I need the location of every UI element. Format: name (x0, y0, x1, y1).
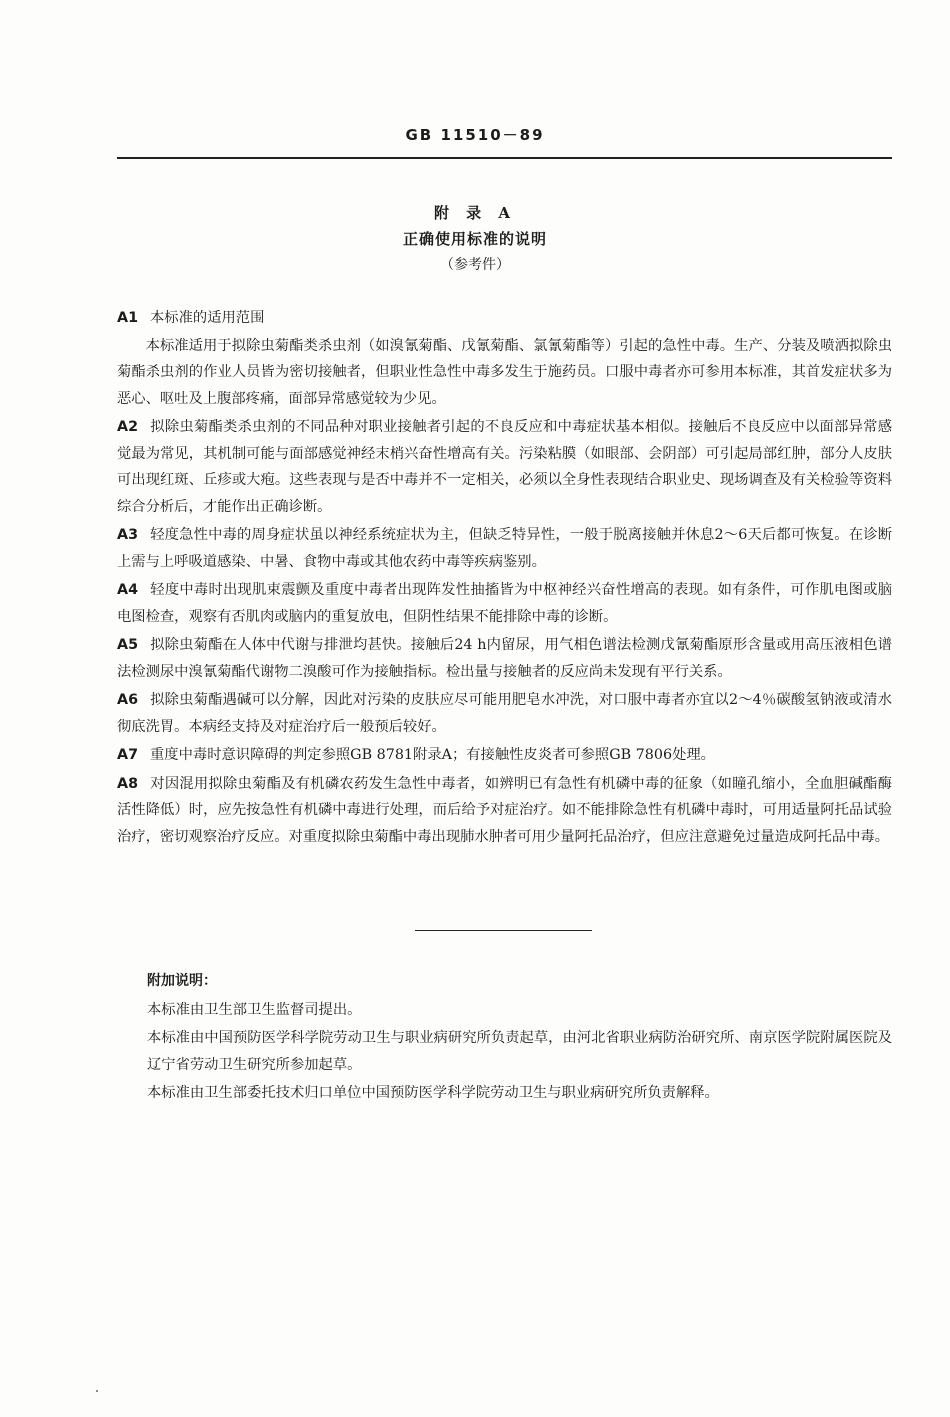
additional-notes-title: 附加说明： (147, 973, 217, 989)
end-divider (415, 930, 592, 931)
additional-note-item: 本标准由卫生部卫生监督司提出。 (147, 1001, 362, 1018)
appendix-content (117, 305, 892, 852)
section-a8 (117, 771, 892, 851)
section-text: 拟除虫菊酯类杀虫剂的不同品种对职业接触者引起的不良反应和中毒症状基本相似。接触后不良反应中以面部异常感觉最为常见，其机制可能与面部感觉神经末梢兴奋性增高有关。污染粘膜（如眼部、会阴部）可引起局部红肿，部分人皮肤可出现红斑、丘疹或大疱。这些表现与是否中毒并不一定相关，必须以全身性表现结合职业史、现场调查及有关检验等资料综合分析后，才能作出正确诊断。 (117, 419, 892, 515)
section-text: 对因混用拟除虫菊酯及有机磷农药发生急性中毒者，如辨明已有急性有机磷中毒的征象（如瞳孔缩小，全血胆碱酯酶活性降低）时，应先按急性有机磷中毒进行处理，而后给予对症治疗。如不能排除急性有机磷中毒时，可用适量阿托品试验治疗，密切观察治疗反应。对重度拟除虫菊酯中毒出现肺水肿者可用少量阿托品治疗，但应注意避免过量造成阿托品中毒。 (117, 775, 892, 845)
scan-artifact (96, 1390, 98, 1392)
section-text: 轻度急性中毒的周身症状虽以神经系统症状为主，但缺乏特异性，一般于脱离接触并休息2～6天后都可恢复。在诊断上需与上呼吸道感染、中暑、食物中毒或其他农药中毒等疾病鉴别。 (117, 527, 892, 570)
section-a1-text: 本标准适用于拟除虫菊酯类杀虫剂（如溴氰菊酯、戊氰菊酯、氯氰菊酯等）引起的急性中毒。生产、分装及喷洒拟除虫菊酯杀虫剂的作业人员皆为密切接触者，但职业性急性中毒多发生于施药员。口服中毒者亦可参用本标准，其首发症状多为恶心、呕吐及上腹部疼痛，面部异常感觉较为少见。 (117, 337, 892, 407)
section-text: 拟除虫菊酯遇碱可以分解，因此对污染的皮肤应尽可能用肥皂水冲洗，对口服中毒者亦宜以2～4％碳酸氢钠液或清水彻底洗胃。本病经支持及对症治疗后一般预后较好。 (117, 692, 892, 735)
section-a5 (117, 632, 892, 685)
section-a4 (117, 577, 892, 630)
section-label: A3 (117, 527, 139, 543)
section-label: A7 (117, 747, 139, 763)
section-label: A8 (117, 775, 139, 792)
section-text: 轻度中毒时出现肌束震颤及重度中毒者出现阵发性抽搐皆为中枢神经兴奋性增高的表现。如有条件，可作肌电图或脑电图检查，观察有否肌肉或脑内的重复放电，但阴性结果不能排除中毒的诊断。 (117, 582, 892, 625)
section-label: A6 (117, 692, 139, 708)
section-text: 拟除虫菊酯在人体中代谢与排泄均甚快。接触后24 h内留尿，用气相色谱法检测戊氰菊酯原形含量或用高压液相色谱法检测尿中溴氰菊酯代谢物二溴酸可作为接触指标。检出量与接触者的反应尚未发现有平行关系。 (117, 637, 892, 680)
header-rule (117, 157, 892, 159)
section-heading: 本标准的适用范围 (150, 310, 265, 326)
standard-code-header: GB 11510－89 (405, 126, 545, 144)
appendix-title-block (0, 200, 950, 278)
section-a1-heading (117, 305, 892, 332)
section-a3 (117, 522, 892, 575)
section-text: 重度中毒时意识障碍的判定参照GB 8781附录A；有接触性皮炎者可参照GB 7806处理。 (150, 747, 715, 763)
additional-notes (147, 968, 892, 1109)
section-label: A1 (117, 310, 139, 326)
section-label: A5 (117, 637, 139, 653)
additional-note-item: 本标准由中国预防医学科学院劳动卫生与职业病研究所负责起草，由河北省职业病防治研究所、南京医学院附属医院及辽宁省劳动卫生研究所参加起草。 (147, 1030, 892, 1073)
appendix-note: （参考件） (440, 257, 510, 273)
appendix-subtitle: 正确使用标准的说明 (402, 230, 547, 248)
section-a6 (117, 687, 892, 740)
appendix-title: 附 录 A (433, 204, 517, 222)
additional-note-item: 本标准由卫生部委托技术归口单位中国预防医学科学院劳动卫生与职业病研究所负责解释。 (147, 1085, 719, 1101)
section-label: A2 (117, 419, 139, 435)
section-a2 (117, 414, 892, 520)
section-label: A4 (117, 582, 139, 598)
section-a7 (117, 742, 892, 769)
